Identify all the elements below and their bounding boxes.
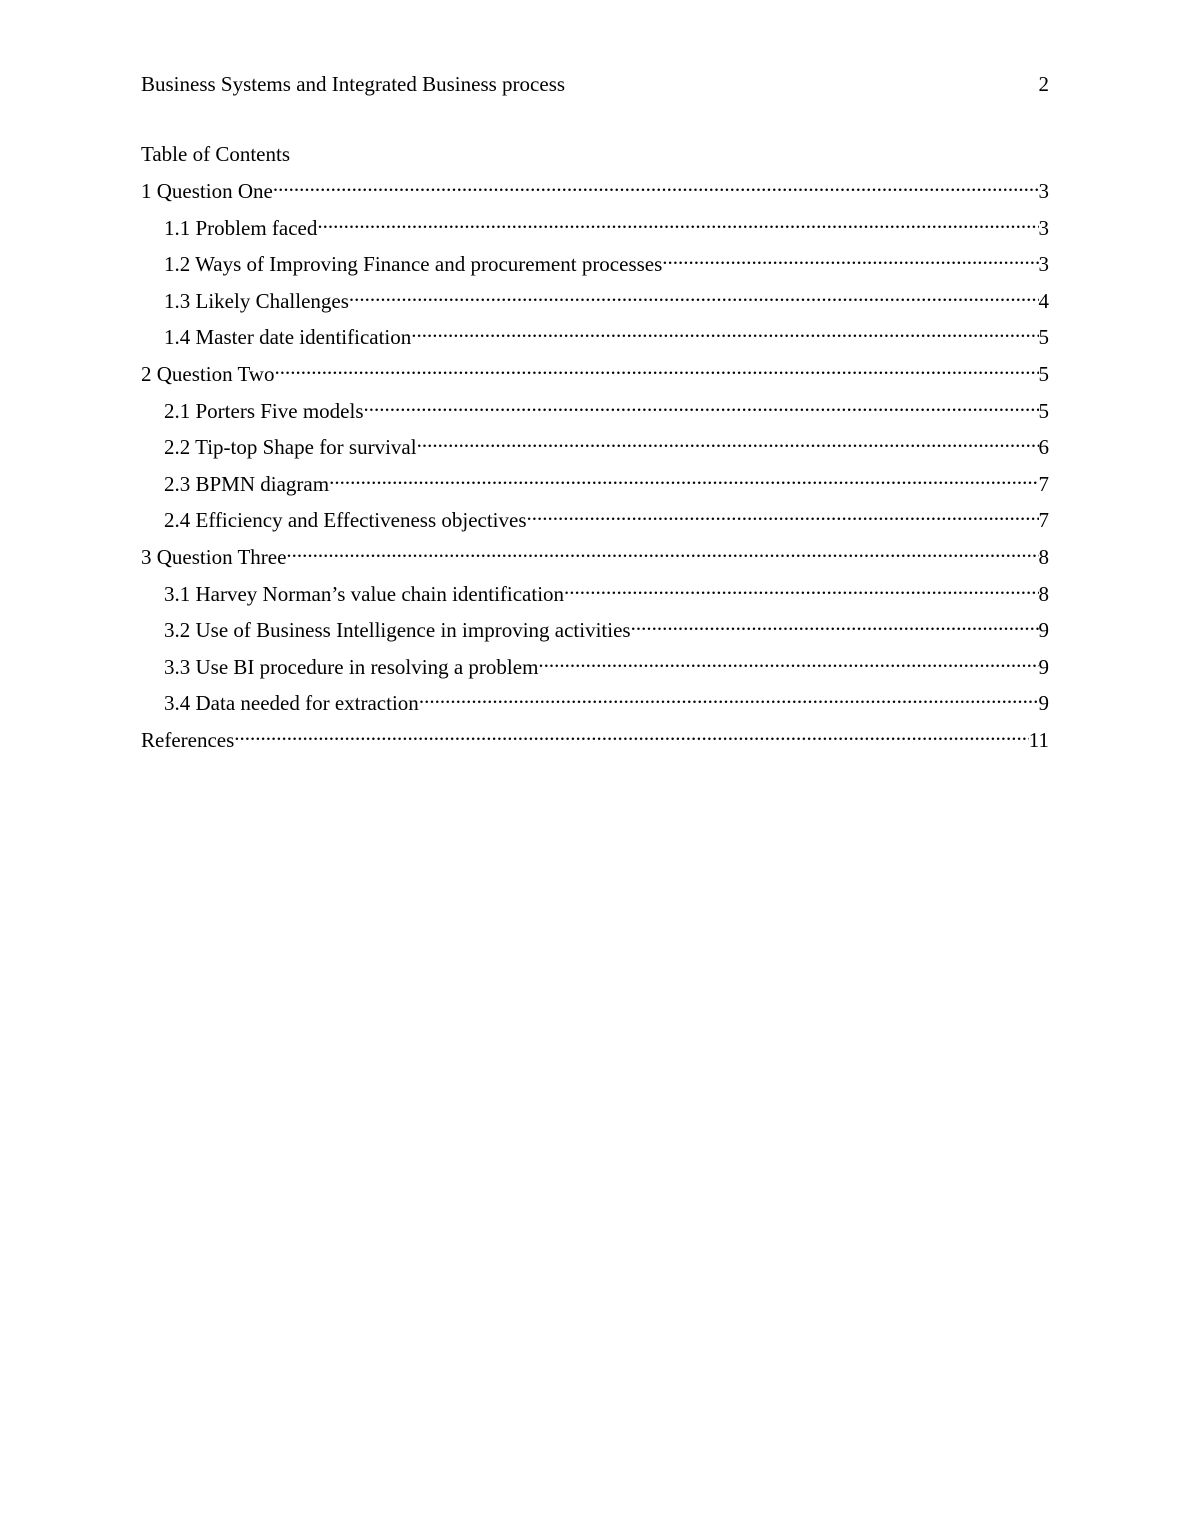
toc-entry-label: 3.4 Data needed for extraction <box>164 691 419 716</box>
dot-leader <box>417 426 1039 454</box>
toc-entry-data-extraction[interactable] <box>141 682 1049 719</box>
toc-entry-value-chain[interactable] <box>141 573 1049 610</box>
toc-entry-label: 3.2 Use of Business Intelligence in improving activities <box>164 618 631 643</box>
toc-entry-question-two[interactable] <box>141 353 1049 390</box>
toc-entry-label: 2.1 Porters Five models <box>164 398 364 423</box>
dot-leader <box>419 682 1039 710</box>
header-title: Business Systems and Integrated Business process <box>141 72 566 96</box>
dot-leader <box>411 316 1038 344</box>
header-page-number: 2 <box>1038 72 1049 96</box>
toc-entry-page: 4 <box>1038 288 1049 313</box>
toc-entry-page: 5 <box>1038 361 1049 386</box>
dot-leader <box>631 609 1039 637</box>
toc-entry-label: 2 Question Two <box>141 361 275 386</box>
toc-entry-likely-challenges[interactable] <box>141 280 1049 317</box>
dot-leader <box>286 536 1038 564</box>
toc-entry-bpmn-diagram[interactable] <box>141 463 1049 500</box>
toc-entry-page: 11 <box>1028 727 1049 752</box>
toc-entry-question-one[interactable] <box>141 170 1049 207</box>
toc-entry-page: 5 <box>1038 398 1049 423</box>
toc-entry-bi-procedure[interactable] <box>141 646 1049 683</box>
toc-title: Table of Contents <box>141 142 290 166</box>
dot-leader <box>349 280 1039 308</box>
toc-entry-label: 1.2 Ways of Improving Finance and procurement processes <box>164 252 663 277</box>
toc-entry-label: 3 Question Three <box>141 544 287 569</box>
toc-entry-tip-top-shape[interactable] <box>141 426 1049 463</box>
toc-entry-page: 8 <box>1038 544 1049 569</box>
toc-entry-problem-faced[interactable] <box>141 207 1049 244</box>
toc-entry-page: 6 <box>1038 435 1049 460</box>
dot-leader <box>317 207 1038 235</box>
dot-leader <box>538 646 1038 674</box>
dot-leader <box>527 499 1039 527</box>
toc-entry-page: 8 <box>1038 581 1049 606</box>
toc-entry-master-date[interactable] <box>141 316 1049 353</box>
toc-entry-page: 7 <box>1038 471 1049 496</box>
toc-entry-label: References <box>141 727 235 752</box>
toc-entry-question-three[interactable] <box>141 536 1049 573</box>
toc-entry-page: 3 <box>1038 179 1049 203</box>
toc-entry-page: 9 <box>1038 691 1049 716</box>
dot-leader <box>273 170 1039 198</box>
toc-entry-business-intelligence[interactable] <box>141 609 1049 646</box>
toc-entry-ways-of-improving[interactable] <box>141 243 1049 280</box>
dot-leader <box>364 390 1039 418</box>
toc-entry-page: 5 <box>1038 325 1049 350</box>
toc-entry-porters-five[interactable] <box>141 390 1049 427</box>
page-header <box>141 70 1049 98</box>
toc-entry-label: 3.3 Use BI procedure in resolving a problem <box>164 654 539 679</box>
toc-entry-label: 1 Question One <box>141 179 273 203</box>
dot-leader <box>662 243 1038 271</box>
dot-leader <box>329 463 1038 491</box>
dot-leader <box>564 573 1038 601</box>
table-of-contents <box>141 170 1049 756</box>
toc-entry-page: 7 <box>1038 508 1049 533</box>
dot-leader <box>274 353 1038 381</box>
toc-entry-page: 3 <box>1038 215 1049 240</box>
toc-entry-label: 2.4 Efficiency and Effectiveness objectives <box>164 508 527 533</box>
toc-entry-label: 1.4 Master date identification <box>164 325 412 350</box>
toc-entry-label: 1.3 Likely Challenges <box>164 288 349 313</box>
toc-entry-references[interactable] <box>141 719 1049 756</box>
toc-entry-label: 1.1 Problem faced <box>164 215 318 240</box>
toc-entry-label: 3.1 Harvey Norman’s value chain identification <box>164 581 565 606</box>
toc-entry-page: 9 <box>1038 654 1049 679</box>
toc-entry-page: 3 <box>1038 252 1049 277</box>
dot-leader <box>234 719 1028 747</box>
toc-entry-label: 2.3 BPMN diagram <box>164 471 330 496</box>
toc-entry-efficiency[interactable] <box>141 499 1049 536</box>
toc-entry-page: 9 <box>1038 618 1049 643</box>
toc-entry-label: 2.2 Tip-top Shape for survival <box>164 435 417 460</box>
